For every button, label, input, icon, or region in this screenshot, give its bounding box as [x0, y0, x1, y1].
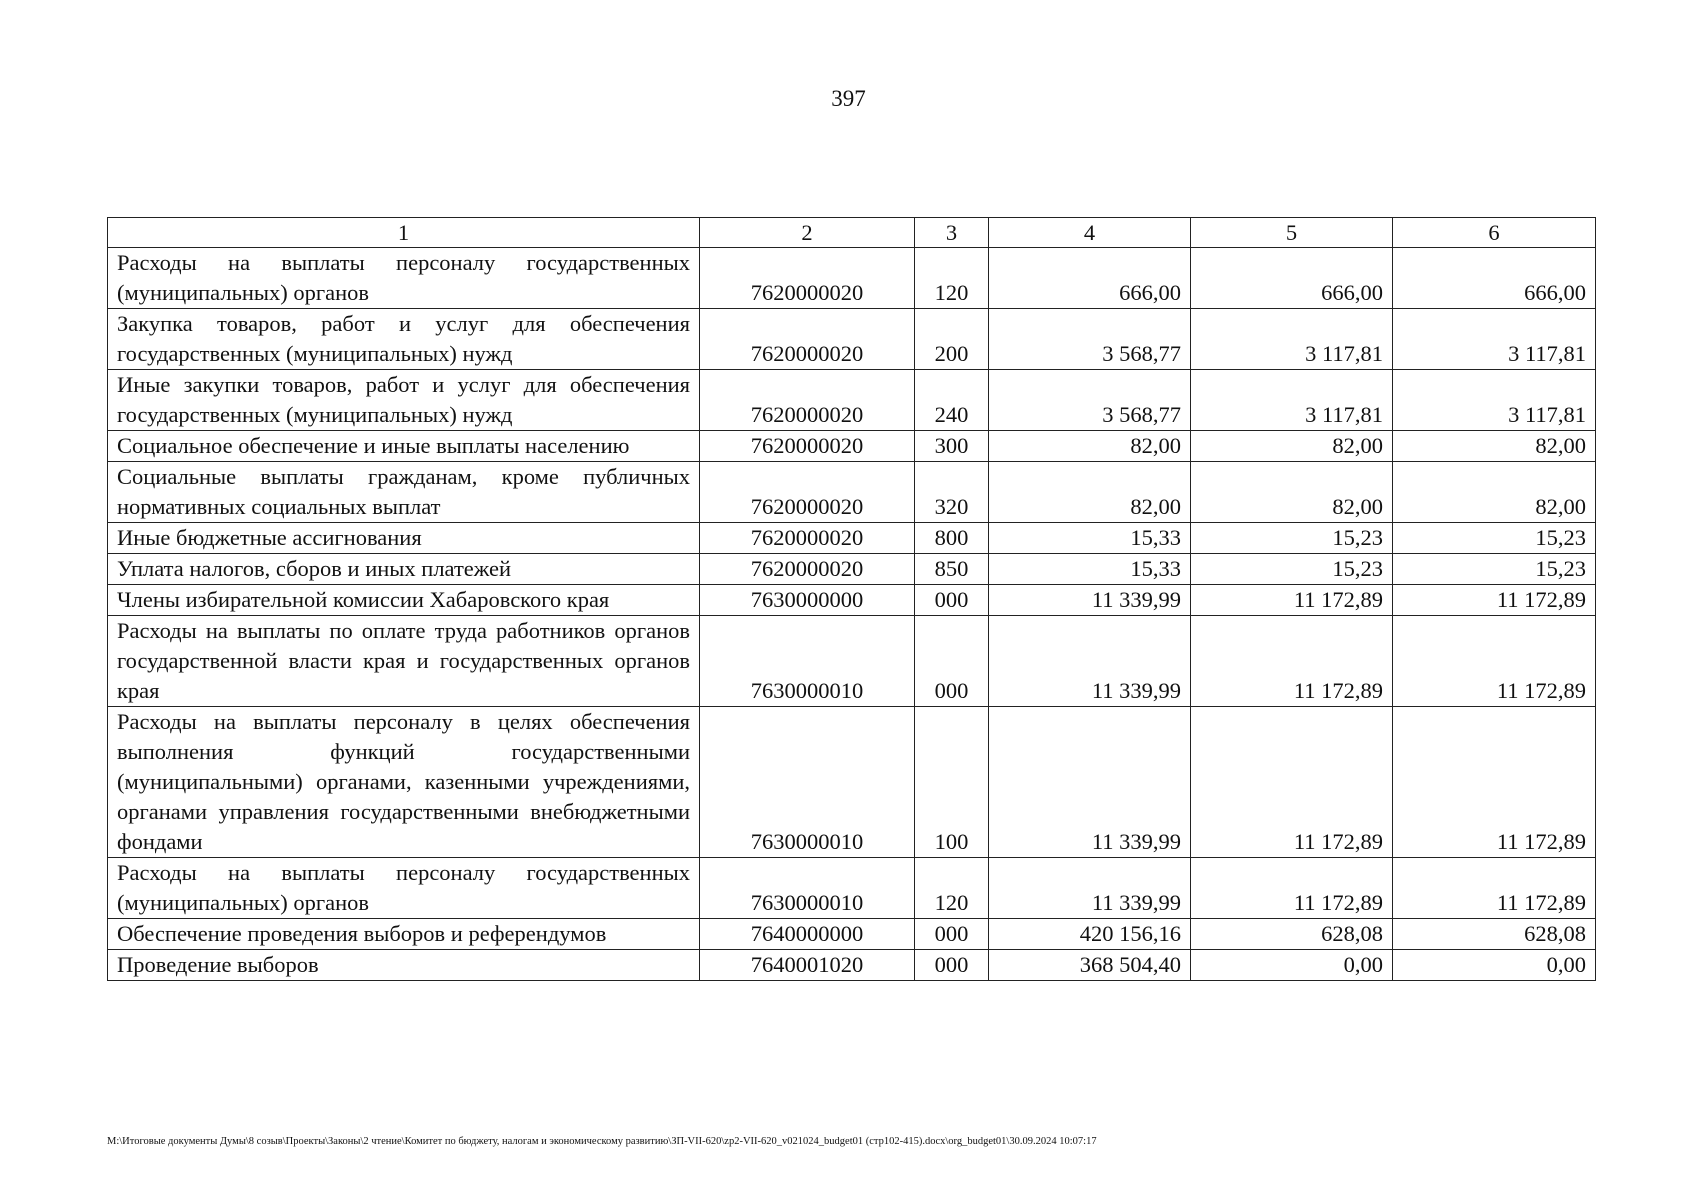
row-value-4: 11 339,99 — [989, 616, 1191, 707]
row-name: Расходы на выплаты персоналу государственных (муниципальных) органов — [108, 858, 700, 919]
row-code: 7620000020 — [700, 248, 915, 309]
row-name: Иные бюджетные ассигнования — [108, 523, 700, 554]
table-row — [108, 554, 1596, 585]
row-value-4: 3 568,77 — [989, 309, 1191, 370]
table-row — [108, 370, 1596, 431]
row-value-5: 82,00 — [1191, 431, 1393, 462]
table-row — [108, 858, 1596, 919]
budget-table — [107, 217, 1596, 981]
row-value-4: 82,00 — [989, 462, 1191, 523]
row-value-5: 628,08 — [1191, 919, 1393, 950]
row-value-5: 11 172,89 — [1191, 616, 1393, 707]
row-value-5: 11 172,89 — [1191, 707, 1393, 858]
table-row — [108, 616, 1596, 707]
row-expense-type: 240 — [915, 370, 989, 431]
row-code: 7620000020 — [700, 309, 915, 370]
row-expense-type: 000 — [915, 919, 989, 950]
row-expense-type: 850 — [915, 554, 989, 585]
row-expense-type: 800 — [915, 523, 989, 554]
row-name: Расходы на выплаты по оплате труда работников органов государственной власти края и государственных органов края — [108, 616, 700, 707]
row-value-6: 0,00 — [1393, 950, 1596, 981]
row-expense-type: 000 — [915, 616, 989, 707]
table-row — [108, 950, 1596, 981]
row-value-4: 15,33 — [989, 554, 1191, 585]
row-value-6: 628,08 — [1393, 919, 1596, 950]
row-value-6: 15,23 — [1393, 523, 1596, 554]
row-expense-type: 300 — [915, 431, 989, 462]
row-name: Социальное обеспечение и иные выплаты населению — [108, 431, 700, 462]
row-value-6: 82,00 — [1393, 462, 1596, 523]
row-value-4: 15,33 — [989, 523, 1191, 554]
row-value-6: 11 172,89 — [1393, 585, 1596, 616]
row-code: 7620000020 — [700, 370, 915, 431]
row-expense-type: 100 — [915, 707, 989, 858]
table-row — [108, 585, 1596, 616]
footer-file-path: M:\Итоговые документы Думы\8 созыв\Проекты\Законы\2 чтение\Комитет по бюджету, налогам и экономическому развитию\ЗП-VII-620\zp2-VII-620_v021024_budget01 (стр102-415).docx\org_budget01\30.09.2024 10:07:17 — [107, 1136, 1097, 1147]
row-value-4: 3 568,77 — [989, 370, 1191, 431]
row-value-5: 11 172,89 — [1191, 858, 1393, 919]
row-name: Уплата налогов, сборов и иных платежей — [108, 554, 700, 585]
row-expense-type: 200 — [915, 309, 989, 370]
row-value-4: 11 339,99 — [989, 585, 1191, 616]
row-value-5: 3 117,81 — [1191, 370, 1393, 431]
row-value-4: 420 156,16 — [989, 919, 1191, 950]
column-header: 2 — [700, 218, 915, 248]
row-name: Члены избирательной комиссии Хабаровского края — [108, 585, 700, 616]
row-value-4: 11 339,99 — [989, 707, 1191, 858]
row-value-6: 11 172,89 — [1393, 707, 1596, 858]
table-row — [108, 919, 1596, 950]
row-value-5: 11 172,89 — [1191, 585, 1393, 616]
row-value-4: 368 504,40 — [989, 950, 1191, 981]
row-value-6: 82,00 — [1393, 431, 1596, 462]
row-expense-type: 120 — [915, 248, 989, 309]
row-name: Расходы на выплаты персоналу государственных (муниципальных) органов — [108, 248, 700, 309]
row-value-5: 0,00 — [1191, 950, 1393, 981]
row-value-6: 3 117,81 — [1393, 370, 1596, 431]
row-code: 7620000020 — [700, 462, 915, 523]
table-row — [108, 707, 1596, 858]
row-value-6: 11 172,89 — [1393, 616, 1596, 707]
row-value-4: 11 339,99 — [989, 858, 1191, 919]
table-row — [108, 462, 1596, 523]
row-value-4: 82,00 — [989, 431, 1191, 462]
table-row — [108, 309, 1596, 370]
row-name: Иные закупки товаров, работ и услуг для обеспечения государственных (муниципальных) нужд — [108, 370, 700, 431]
row-name: Расходы на выплаты персоналу в целях обеспечения выполнения функций государственными (муниципальными) органами, казенными учреждениями, органами управления государственными внебюджетными фондами — [108, 707, 700, 858]
row-code: 7640000000 — [700, 919, 915, 950]
row-expense-type: 000 — [915, 585, 989, 616]
row-code: 7620000020 — [700, 554, 915, 585]
column-header: 1 — [108, 218, 700, 248]
column-header: 4 — [989, 218, 1191, 248]
row-expense-type: 120 — [915, 858, 989, 919]
table-header-row — [108, 218, 1596, 248]
row-name: Обеспечение проведения выборов и референдумов — [108, 919, 700, 950]
row-name: Проведение выборов — [108, 950, 700, 981]
row-expense-type: 000 — [915, 950, 989, 981]
row-code: 7630000010 — [700, 707, 915, 858]
row-code: 7630000010 — [700, 858, 915, 919]
table-row — [108, 431, 1596, 462]
row-value-6: 3 117,81 — [1393, 309, 1596, 370]
row-value-5: 15,23 — [1191, 554, 1393, 585]
row-value-5: 3 117,81 — [1191, 309, 1393, 370]
row-value-4: 666,00 — [989, 248, 1191, 309]
row-code: 7630000010 — [700, 616, 915, 707]
row-code: 7620000020 — [700, 431, 915, 462]
row-name: Социальные выплаты гражданам, кроме публичных нормативных социальных выплат — [108, 462, 700, 523]
table-row — [108, 523, 1596, 554]
column-header: 5 — [1191, 218, 1393, 248]
row-code: 7630000000 — [700, 585, 915, 616]
row-name: Закупка товаров, работ и услуг для обеспечения государственных (муниципальных) нужд — [108, 309, 700, 370]
table-row — [108, 248, 1596, 309]
row-code: 7640001020 — [700, 950, 915, 981]
row-value-6: 666,00 — [1393, 248, 1596, 309]
column-header: 6 — [1393, 218, 1596, 248]
row-value-5: 82,00 — [1191, 462, 1393, 523]
row-value-6: 15,23 — [1393, 554, 1596, 585]
row-value-5: 15,23 — [1191, 523, 1393, 554]
page-number: 397 — [831, 86, 866, 111]
row-value-6: 11 172,89 — [1393, 858, 1596, 919]
row-code: 7620000020 — [700, 523, 915, 554]
row-expense-type: 320 — [915, 462, 989, 523]
column-header: 3 — [915, 218, 989, 248]
row-value-5: 666,00 — [1191, 248, 1393, 309]
